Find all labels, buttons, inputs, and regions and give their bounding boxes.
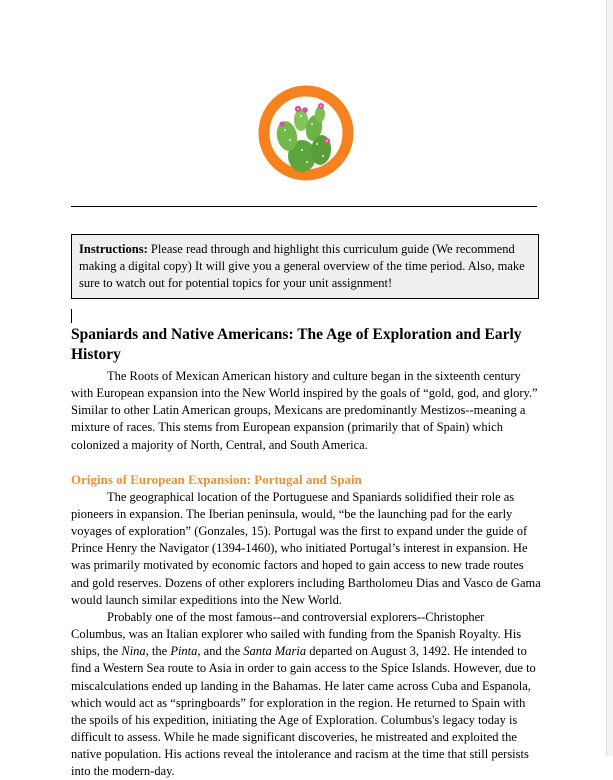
section-title: Spaniards and Native Americans: The Age of Exploration and Early History bbox=[71, 326, 522, 363]
paragraph-text: , and the bbox=[197, 644, 244, 659]
instructions-box bbox=[71, 234, 539, 299]
ship-name: Santa Maria bbox=[243, 644, 307, 659]
instructions-label: Instructions: bbox=[79, 242, 148, 256]
horizontal-rule bbox=[71, 206, 537, 207]
document-body[interactable] bbox=[71, 325, 541, 780]
paragraph-text: Probably one of the most famous--and controversial explorers--Christopher Columbus, was an Italian explorer who sailed with funding from the Spanish Royalty. His ships, the bbox=[71, 609, 522, 659]
paragraph-text: departed on August 3, 1492. He intended to find a Western Sea route to Asia in order to gain access to the Spice Islands. However, due to miscalculations ended up landing in the Bahamas. He later came across Cuba and Espanola, which would act as “springboards” for exploration in the region. He returned to Spain with the spoils of his expedition, initiating the Age of Exploration. Columbus's legacy today is difficult to assess. While he made significant discoveries, he mistreated and exploited the native population. His actions reveal the intolerance and racism at the time that still persists into the modern-day. bbox=[71, 644, 536, 779]
body-paragraph-2 bbox=[71, 609, 541, 780]
page-scroll-edge bbox=[606, 0, 613, 756]
cactus-logo bbox=[257, 84, 355, 182]
paragraph-text: , the bbox=[145, 644, 171, 659]
section-heading: Origins of European Expansion: Portugal and Spain bbox=[71, 471, 362, 487]
body-paragraph-1: The geographical location of the Portuguese and Spaniards solidified their role as pioneers in expansion. The Iberian peninsula, would, “be the launching pad for the early voyages of exploration” (Gonzales, 15). Portugal was the first to expand under the guide of Prince Henry the Navigator (1394-1460), who initiated Portugal’s interest in expansion. He was primarily motivated by economic factors and hoped to gain access to new trade routes and gold reserves. Dozens of other explorers including Bartholomeu Dias and Vasco de Gama would launch similar expeditions into the New World. bbox=[71, 489, 541, 607]
ship-name: Nina bbox=[121, 644, 146, 659]
intro-paragraph: The Roots of Mexican American history and culture began in the sixteenth century with European expansion into the New World inspired by the goals of “gold, god, and glory.” Similar to other Latin American groups, Mexicans are predominantly Mestizos--meaning a mixture of races. This stems from European expansion (primarily that of Spain) which colonized a majority of North, Central, and South America. bbox=[71, 369, 538, 452]
text-cursor bbox=[71, 309, 72, 323]
instructions-text: Please read through and highlight this curriculum guide (We recommend making a digital copy) It will give you a general overview of the time period. Also, make sure to watch out for potential topics for your unit assignment! bbox=[79, 242, 525, 290]
ship-name: Pinta bbox=[170, 644, 198, 659]
